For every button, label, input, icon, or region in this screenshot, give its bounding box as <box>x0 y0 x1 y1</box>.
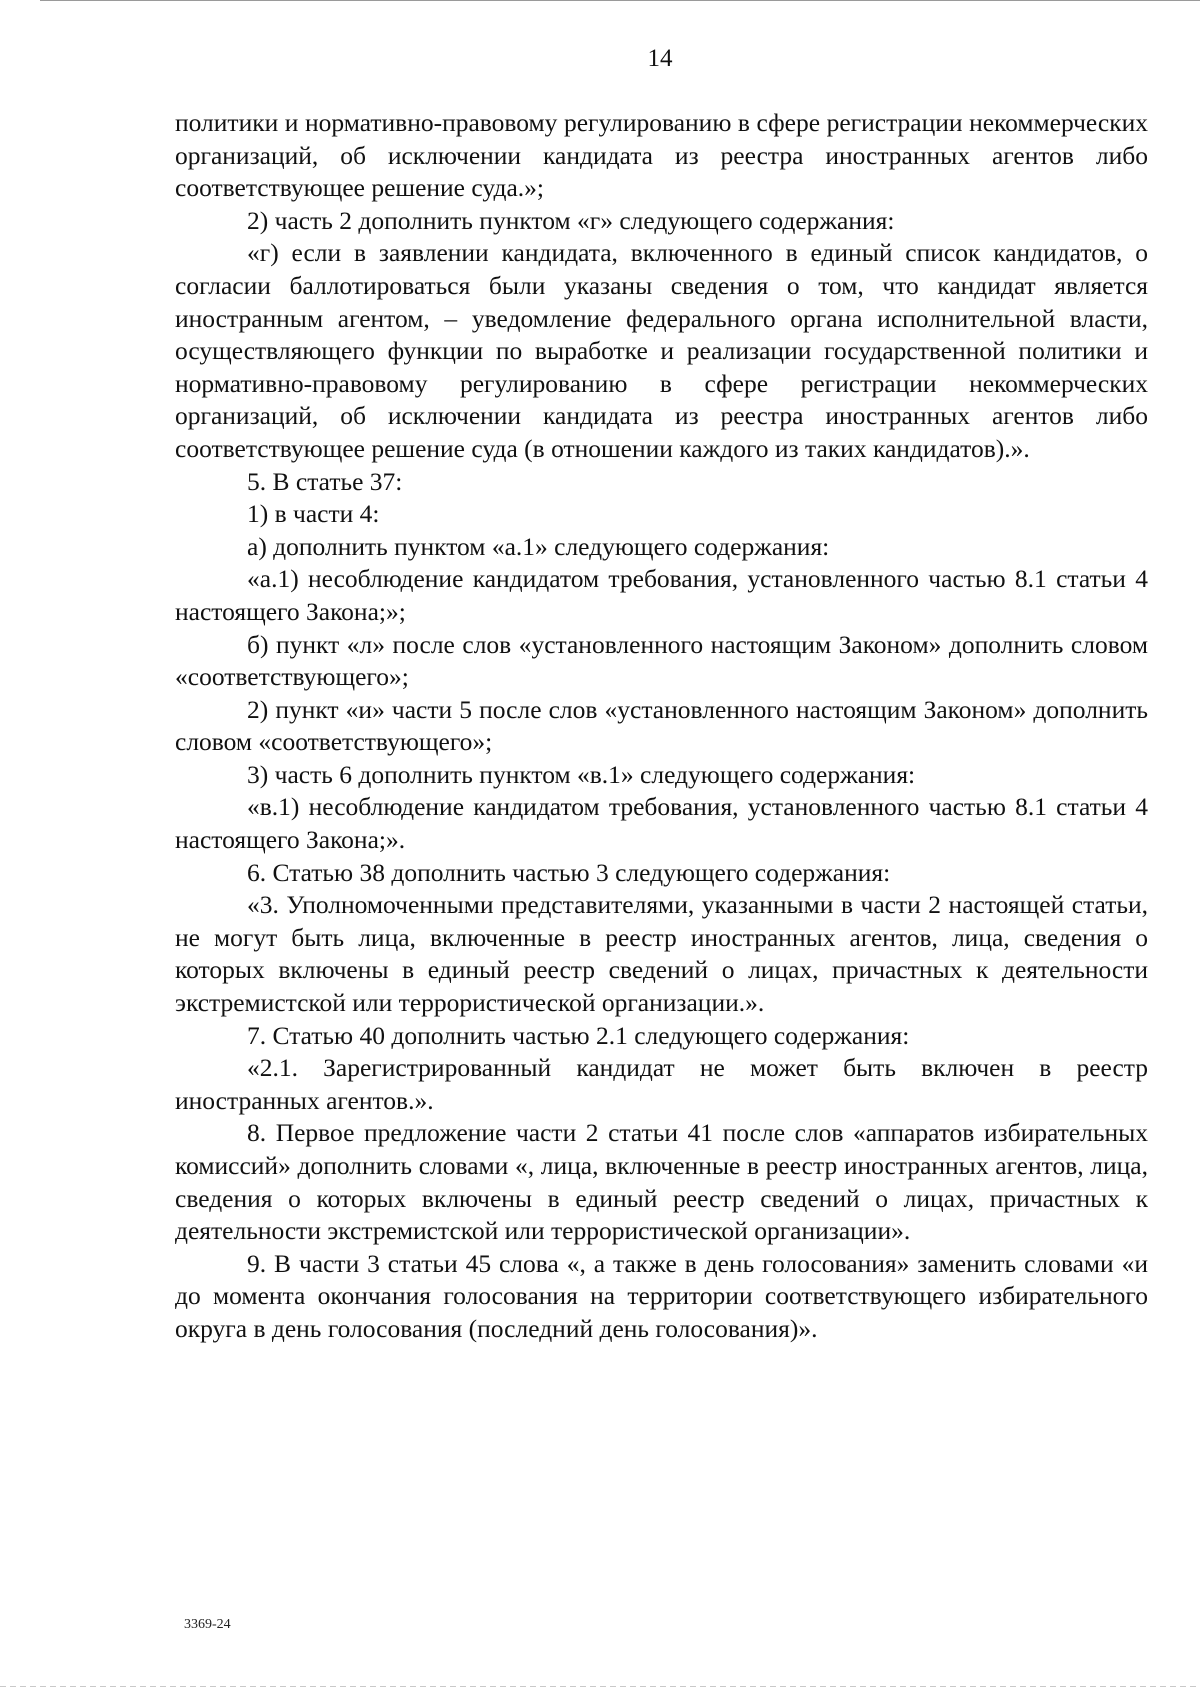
document-body <box>175 107 1148 1346</box>
paragraph-section-7: 7. Статью 40 дополнить частью 2.1 следующего содержания: <box>247 1020 910 1050</box>
page-number: 14 <box>647 45 673 72</box>
paragraph-item-1-part-4: 1) в части 4: <box>247 499 380 529</box>
paragraph-point-a1: «а.1) несоблюдение кандидатом требования, установленного частью 8.1 статьи 4 настоящего Закона;»; <box>175 564 1148 626</box>
paragraph-continuation: политики и нормативно-правовому регулированию в сфере регистрации некоммерческих организаций, об исключении кандидата из реестра иностранных агентов либо соответствующее решение суда.»; <box>175 108 1148 203</box>
scan-top-edge <box>40 0 1200 1</box>
paragraph-item-3-part-6: 3) часть 6 дополнить пунктом «в.1» следующего содержания: <box>247 759 916 789</box>
paragraph-item-2-part-2: 2) часть 2 дополнить пунктом «г» следующего содержания: <box>247 205 895 235</box>
scan-bottom-edge <box>0 1686 1200 1687</box>
paragraph-point-g: «г) если в заявлении кандидата, включенного в единый список кандидатов, о согласии баллотироваться были указаны сведения о том, что кандидат является иностранным агентом, – уведомление федерального органа исполнительной власти, осуществляющего функции по выработке и реализации государственной политики и нормативно-правовому регулированию в сфере регистрации некоммерческих организаций, об исключении кандидата из реестра иностранных агентов либо соответствующее решение суда (в отношении каждого из таких кандидатов).». <box>175 238 1148 463</box>
paragraph-section-6: 6. Статью 38 дополнить частью 3 следующего содержания: <box>247 857 891 887</box>
paragraph-point-v1: «в.1) несоблюдение кандидатом требования, установленного частью 8.1 статьи 4 настоящего Закона;». <box>175 792 1148 855</box>
paragraph-section-8: 8. Первое предложение части 2 статьи 41 после слов «аппаратов избирательных комиссий» дополнить словами «, лица, включенные в реестр иностранных агентов, лица, сведения о которых включены в единый реестр сведений о лицах, причастных к деятельности экстремистской или террористической организации». <box>175 1118 1148 1246</box>
paragraph-part-2-1-text: «2.1. Зарегистрированный кандидат не может быть включен в реестр иностранных агентов.». <box>175 1053 1148 1115</box>
paragraph-subitem-a: а) дополнить пунктом «а.1» следующего содержания: <box>247 531 830 561</box>
document-code: 3369-24 <box>184 1617 231 1632</box>
paragraph-section-9: 9. В части 3 статьи 45 слова «, а также в день голосования» заменить словами «и до момента окончания голосования на территории соответствующего избирательного округа в день голосования (последний день голосования)». <box>175 1248 1148 1343</box>
paragraph-section-5: 5. В статье 37: <box>247 466 403 496</box>
paragraph-part-3-text: «3. Уполномоченными представителями, указанными в части 2 настоящей статьи, не могут быть лица, включенные в реестр иностранных агентов, лица, сведения о которых включены в единый реестр сведений о лицах, причастных к деятельности экстремистской или террористической организации.». <box>175 890 1148 1018</box>
paragraph-subitem-b: б) пункт «л» после слов «установленного настоящим Законом» дополнить словом «соответствующего»; <box>175 629 1148 692</box>
paragraph-item-2-part-5: 2) пункт «и» части 5 после слов «установленного настоящим Законом» дополнить словом «соответствующего»; <box>175 694 1148 757</box>
